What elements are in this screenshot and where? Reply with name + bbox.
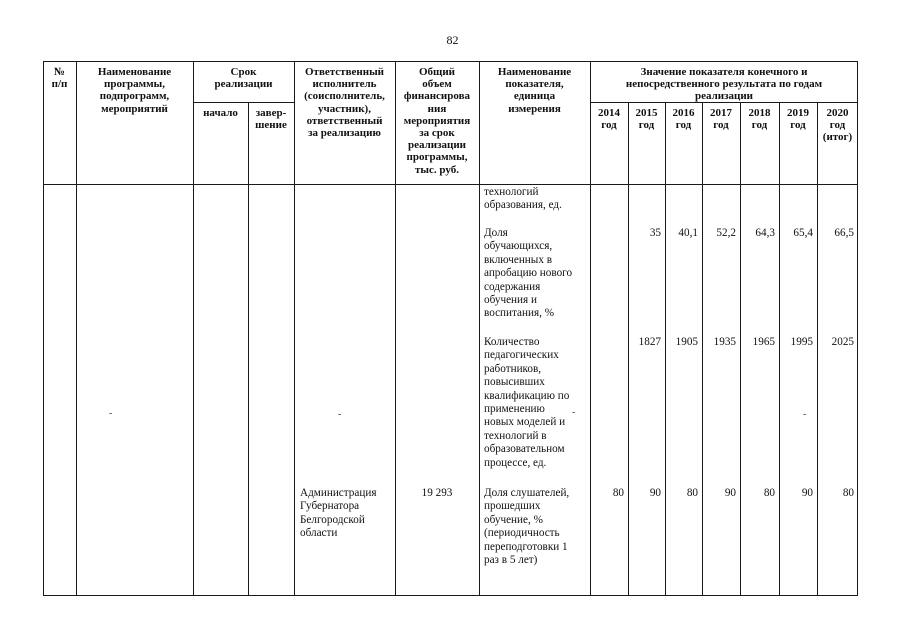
header-term-end: завер- шение [255, 107, 287, 132]
header-year-2015: 2015 год [635, 107, 658, 132]
header-year-2018: 2018 год [748, 107, 771, 132]
value-2015: 1827 [638, 336, 661, 348]
value-2018: 64,3 [755, 227, 775, 239]
header-year-2014: 2014 год [598, 107, 620, 132]
header-funding: Общий объем финансирова ния мероприятия за срок реализации программы, тыс. руб. [403, 66, 471, 176]
scan-speck: - [109, 408, 113, 419]
scan-speck: - [338, 409, 342, 420]
indicator-text: Доля слушателей, прошедших обучение, % (периодичность переподготовки 1 раз в 5 лет) [484, 487, 570, 567]
value-2020: 80 [842, 487, 854, 499]
program-table [43, 61, 858, 596]
header-name: Наименование программы, подпрограмм, мероприятий [97, 66, 172, 115]
header-year-2020: 2020 год (итог) [822, 107, 853, 144]
value-2019: 1995 [790, 336, 813, 348]
scan-speck: - [572, 407, 576, 418]
indicator-text: технологий образования, ед. [484, 186, 562, 212]
value-2016: 1905 [675, 336, 698, 348]
indicator-text: Доля обучающихся, включенных в апробацию нового содержания обучения и воспитания, % [484, 227, 573, 320]
value-2014: 80 [612, 487, 624, 499]
header-year-2017: 2017 год [710, 107, 732, 132]
value-2016: 80 [686, 487, 698, 499]
value-2020: 2025 [831, 336, 854, 348]
indicator-text: Количество педагогических работников, повысивших квалификацию по применению новых моделей и технологий в образовательном процессе, ед. [484, 336, 570, 469]
header-indicator: Наименование показателя, единица измерения [497, 66, 572, 115]
value-2015: 35 [649, 227, 661, 239]
value-2016: 40,1 [678, 227, 698, 239]
value-2015: 90 [649, 487, 661, 499]
header-year-2019: 2019 год [787, 107, 809, 132]
header-term: Срок реализации [214, 66, 273, 91]
executor-text: Администрация Губернатора Белгородской области [300, 487, 377, 540]
value-2017: 52,2 [716, 227, 736, 239]
header-executor: Ответственный исполнитель (соисполнитель, участник), ответственный за реализацию [304, 66, 385, 140]
header-term-start: начало [203, 107, 238, 119]
value-2020: 66,5 [834, 227, 854, 239]
value-2019: 90 [801, 487, 813, 499]
header-values-title: Значение показателя конечного и непосредственного результата по годам реализации [625, 66, 823, 103]
value-2018: 80 [763, 487, 775, 499]
value-2018: 1965 [752, 336, 775, 348]
header-num: № п/п [51, 66, 68, 91]
page-number: 82 [446, 33, 459, 47]
value-2017: 1935 [713, 336, 736, 348]
value-2019: 65,4 [793, 227, 813, 239]
value-2017: 90 [724, 487, 736, 499]
header-year-2016: 2016 год [672, 107, 695, 132]
funding-value: 19 293 [421, 487, 453, 499]
scan-speck: - [803, 409, 807, 420]
